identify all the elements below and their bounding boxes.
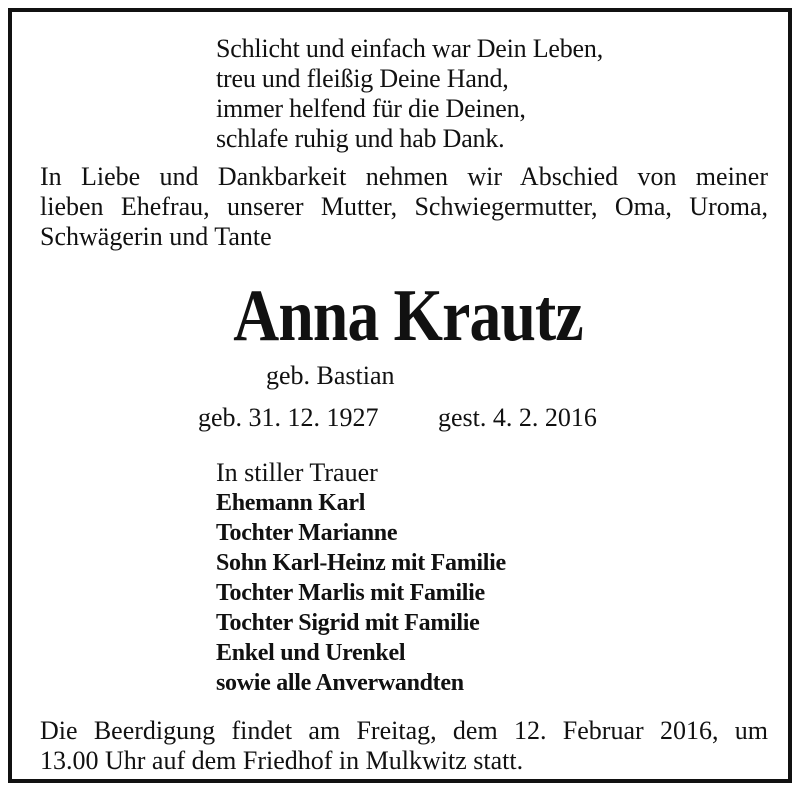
farewell-text bbox=[40, 162, 768, 252]
mourner: Tochter Marlis mit Familie bbox=[216, 580, 485, 606]
poem-line: treu und fleißig Deine Hand, bbox=[216, 64, 509, 93]
mourners-lead: In stiller Trauer bbox=[216, 458, 378, 487]
mourners-list bbox=[216, 458, 506, 698]
farewell-line: Schwägerin und Tante bbox=[40, 222, 272, 251]
poem-line: immer helfend für die Deinen, bbox=[216, 94, 526, 123]
maiden-name: geb. Bastian bbox=[266, 361, 395, 390]
mourner: Ehemann Karl bbox=[216, 490, 366, 516]
farewell-line: lieben Ehefrau, unserer Mutter, Schwiegermutter, Oma, Uroma, bbox=[40, 192, 768, 221]
farewell-line: In Liebe und Dankbarkeit nehmen wir Abschied von meiner bbox=[40, 162, 768, 191]
deceased-name: Anna Krautz bbox=[233, 275, 583, 357]
poem bbox=[216, 34, 603, 154]
mourner: sowie alle Anverwandten bbox=[216, 670, 464, 696]
funeral-line: 13.00 Uhr auf dem Friedhof in Mulkwitz statt. bbox=[40, 746, 524, 775]
mourner: Sohn Karl-Heinz mit Familie bbox=[216, 550, 506, 576]
funeral-line: Die Beerdigung findet am Freitag, dem 12. Februar 2016, um bbox=[40, 716, 768, 745]
mourner: Enkel und Urenkel bbox=[216, 640, 406, 666]
birth-date: geb. 31. 12. 1927 bbox=[198, 403, 379, 432]
mourner: Tochter Sigrid mit Familie bbox=[216, 610, 480, 636]
poem-line: schlafe ruhig und hab Dank. bbox=[216, 124, 505, 153]
death-date: gest. 4. 2. 2016 bbox=[438, 403, 597, 432]
funeral-notice bbox=[40, 716, 768, 776]
mourner: Tochter Marianne bbox=[216, 520, 398, 546]
life-dates bbox=[198, 402, 597, 434]
obituary-frame bbox=[8, 8, 792, 783]
poem-line: Schlicht und einfach war Dein Leben, bbox=[216, 34, 603, 63]
